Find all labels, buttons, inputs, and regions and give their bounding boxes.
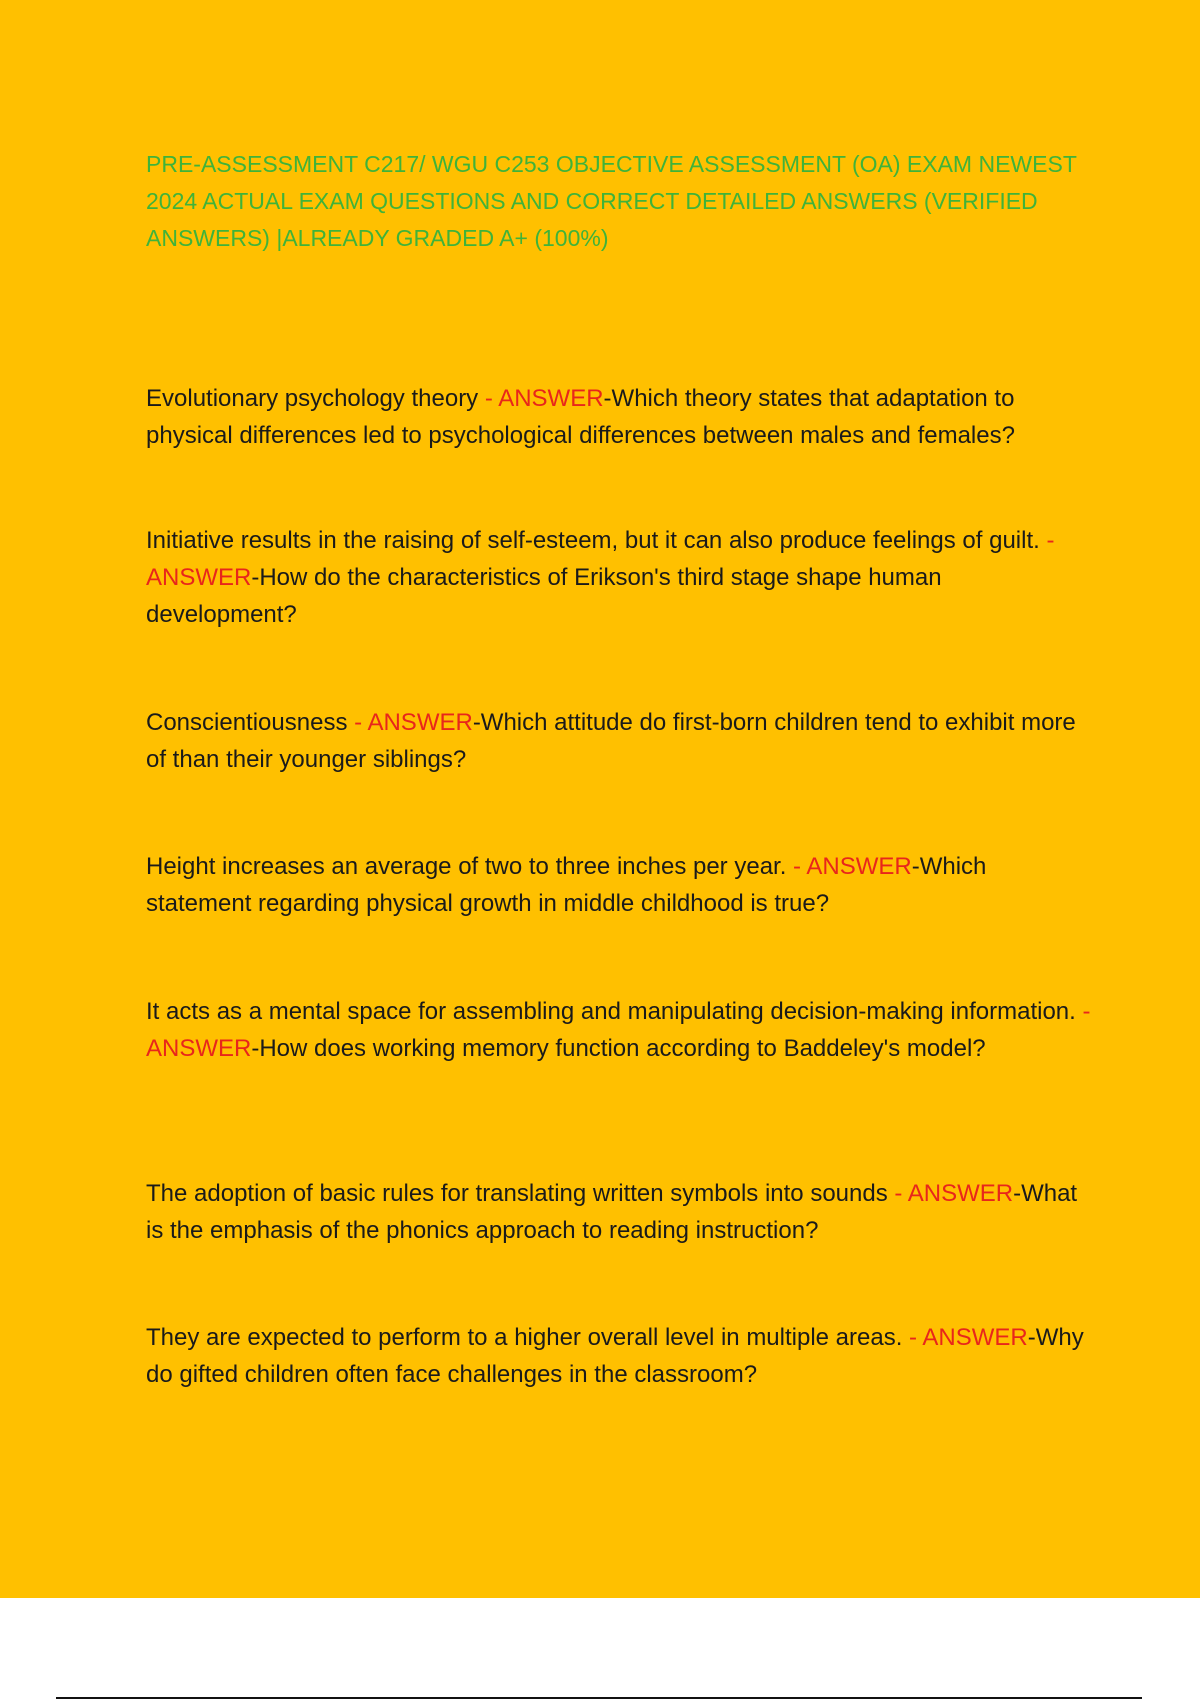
answer-separator: -	[347, 709, 368, 736]
answer-text: It acts as a mental space for assembling and manipulating decision-making information.	[146, 998, 1076, 1025]
question-text: -Which theory states that adaptation to physical differences led to psychological differences between males and females?	[146, 385, 1015, 449]
answer-marker: ANSWER	[146, 1035, 252, 1062]
answer-marker: ANSWER	[146, 564, 252, 591]
answer-separator: -	[478, 385, 499, 412]
question-text: -Which attitude do first-born children tend to exhibit more of than their younger siblings?	[146, 709, 1076, 773]
answer-marker: ANSWER	[806, 853, 912, 880]
qa-item-4	[146, 848, 1096, 922]
qa-item-7	[146, 1319, 1096, 1393]
document-heading: PRE-ASSESSMENT C217/ WGU C253 OBJECTIVE ASSESSMENT (OA) EXAM NEWEST 2024 ACTUAL EXAM QUESTIONS AND CORRECT DETAILED ANSWERS (VERIFIED ANSWERS) |ALREADY GRADED A+ (100%)	[146, 151, 1077, 251]
question-text: -How does working memory function according to Baddeley's model?	[251, 1035, 986, 1062]
answer-separator: -	[902, 1324, 923, 1351]
answer-text: Conscientiousness	[146, 709, 348, 736]
answer-text: Height increases an average of two to three inches per year.	[146, 853, 787, 880]
answer-text: The adoption of basic rules for translating written symbols into sounds	[146, 1180, 888, 1207]
answer-separator: -	[786, 853, 807, 880]
question-text: -Which statement regarding physical growth in middle childhood is true?	[146, 853, 987, 917]
qa-item-5	[146, 993, 1096, 1067]
answer-text: They are expected to perform to a higher overall level in multiple areas.	[146, 1324, 903, 1351]
footer-divider	[56, 1697, 1142, 1699]
answer-text: Initiative results in the raising of self-esteem, but it can also produce feelings of guilt.	[146, 527, 1040, 554]
answer-separator: -	[1039, 527, 1055, 554]
qa-item-6	[146, 1175, 1096, 1249]
question-text: -Why do gifted children often face challenges in the classroom?	[146, 1324, 1084, 1388]
answer-marker: ANSWER	[922, 1324, 1028, 1351]
qa-item-2	[146, 522, 1096, 633]
answer-marker: ANSWER	[907, 1180, 1014, 1207]
answer-marker: ANSWER	[498, 385, 604, 412]
qa-item-3	[146, 704, 1096, 778]
answer-text: Evolutionary psychology theory	[146, 385, 479, 412]
qa-item-1	[146, 380, 1096, 454]
question-text: -How do the characteristics of Erikson's third stage shape human development?	[146, 564, 942, 628]
answer-separator: -	[1075, 998, 1091, 1025]
answer-marker: ANSWER	[367, 709, 473, 736]
question-text: -What is the emphasis of the phonics approach to reading instruction?	[146, 1180, 1078, 1244]
answer-separator: -	[887, 1180, 908, 1207]
